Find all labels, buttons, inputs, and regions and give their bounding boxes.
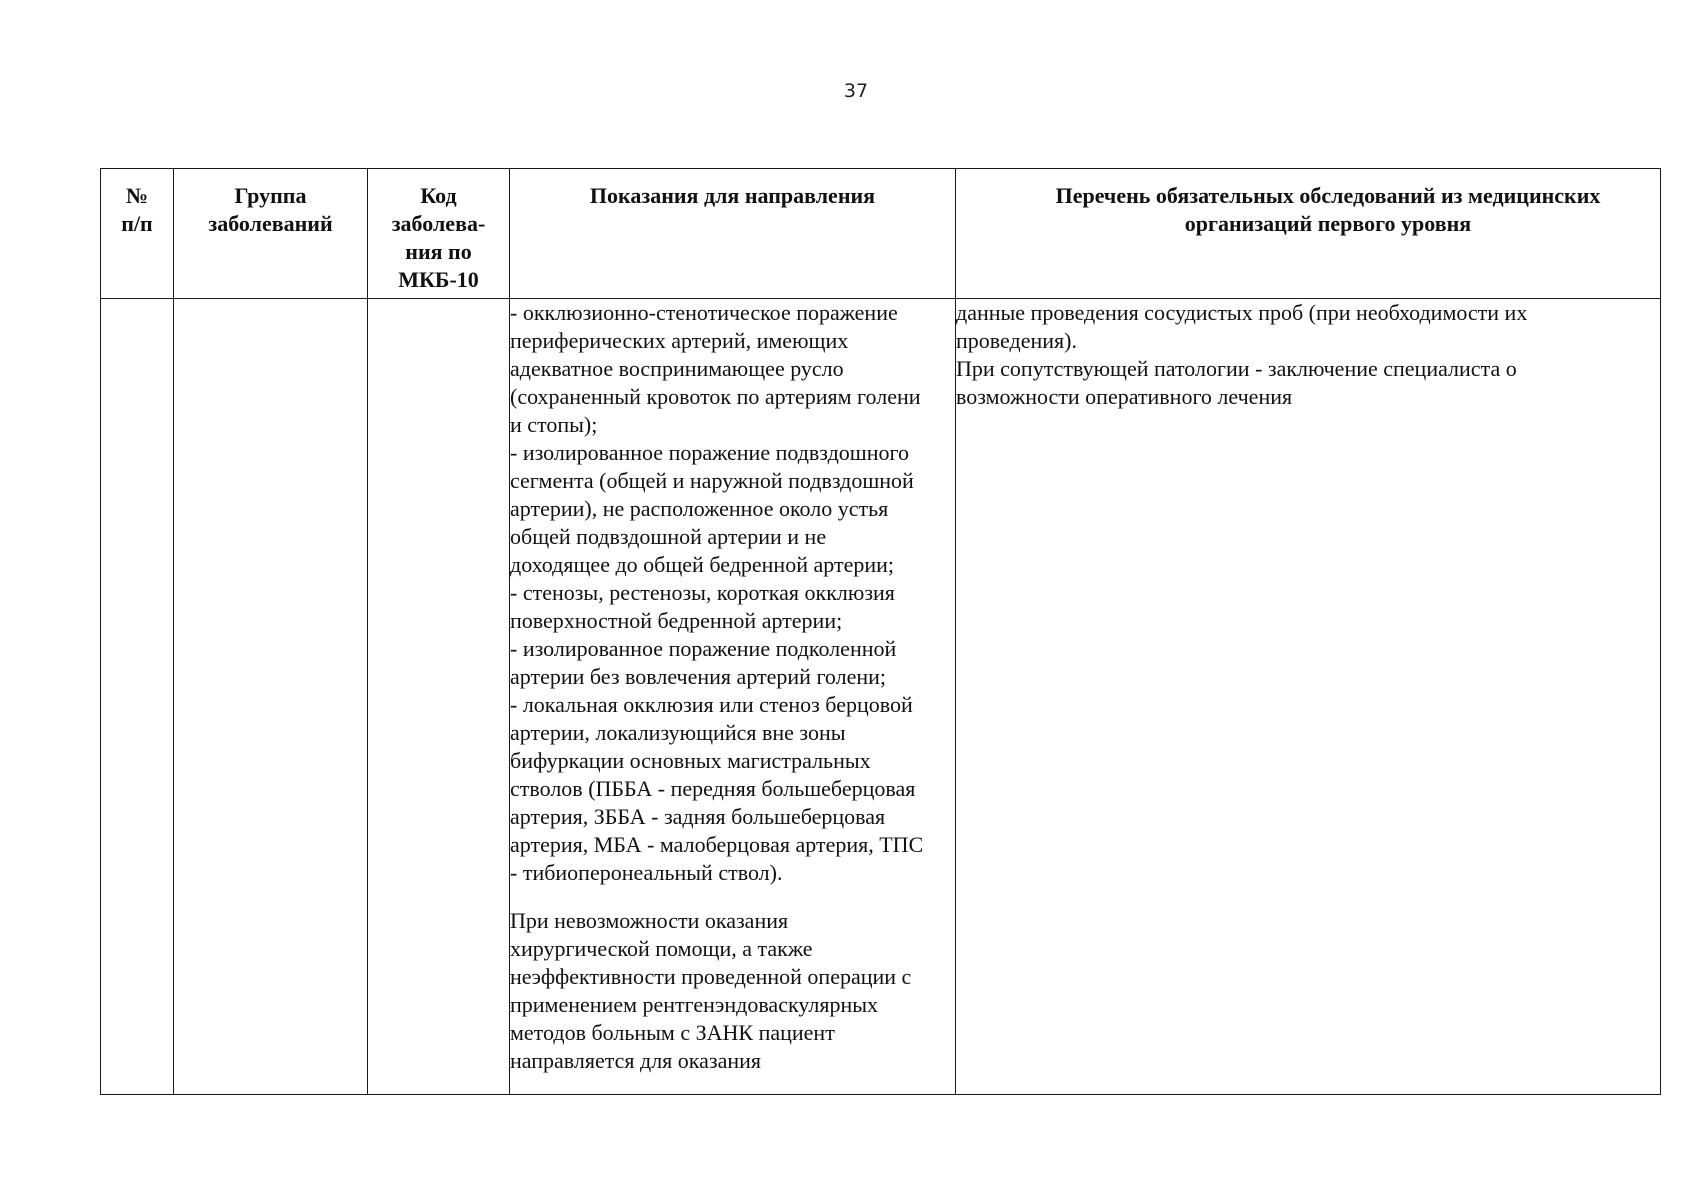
cell-required-examinations <box>956 299 1661 1095</box>
indications-line: бифуркации основных магистральных <box>510 748 871 773</box>
header-referral-indications-line: Показания для направления <box>589 183 876 208</box>
indications-line: артерии), не расположенное около устья <box>510 496 889 521</box>
header-icd10-code-line: МКБ-10 <box>398 267 479 292</box>
cell-number <box>101 299 174 1095</box>
indications-line: (сохраненный кровоток по артериям голени <box>510 384 921 409</box>
indications-line: адекватное воспринимающее русло <box>510 356 844 381</box>
indications-paragraph <box>510 299 955 887</box>
indications-line: артерия, МБА - малоберцовая артерия, ТПС <box>510 832 924 857</box>
header-required-examinations <box>956 169 1661 299</box>
examinations-line: При сопутствующей патологии - заключение специалиста о <box>956 356 1517 381</box>
indications-line: - тибиоперонеальный ствол). <box>510 860 783 885</box>
indications-paragraph-second <box>510 907 955 1075</box>
indications-line: артерии, локализующийся вне зоны <box>510 720 846 745</box>
header-number-line: № <box>125 183 149 208</box>
header-number-line: п/п <box>121 211 153 236</box>
indications-line: общей подвздошной артерии и не <box>510 524 827 549</box>
indications-line: - изолированное поражение подколенной <box>510 636 897 661</box>
header-icd10-code-line: заболева- <box>391 211 486 236</box>
indications-line: поверхностной бедренной артерии; <box>510 608 843 633</box>
header-icd10-code-line: ния по <box>405 239 472 264</box>
header-icd10-code-line: Код <box>420 183 457 208</box>
header-referral-indications <box>510 169 956 299</box>
header-required-examinations-line: Перечень обязательных обследований из медицинских <box>1055 183 1601 208</box>
header-required-examinations-line: организаций первого уровня <box>1184 211 1472 236</box>
header-number <box>101 169 174 299</box>
indications-line: При невозможности оказания <box>510 908 789 933</box>
cell-referral-indications <box>510 299 956 1095</box>
header-disease-group-line: Группа <box>234 183 307 208</box>
indications-line: - изолированное поражение подвздошного <box>510 440 909 465</box>
indications-line: - окклюзионно-стенотическое поражение <box>510 300 898 325</box>
table-row <box>101 299 1661 1095</box>
indications-line: и стопы); <box>510 412 598 437</box>
referral-table <box>100 168 1661 1095</box>
examinations-line: возможности оперативного лечения <box>956 384 1293 409</box>
indications-line: применением рентгенэндоваскулярных <box>510 992 879 1017</box>
indications-line: неэффективности проведенной операции с <box>510 964 912 989</box>
header-disease-group-line: заболеваний <box>208 211 333 236</box>
indications-line: артерии без вовлечения артерий голени; <box>510 664 887 689</box>
table-header-row <box>101 169 1661 299</box>
indications-line: - стенозы, рестенозы, короткая окклюзия <box>510 580 895 605</box>
header-icd10-code <box>368 169 510 299</box>
examinations-line: проведения). <box>956 328 1077 353</box>
examinations-line: данные проведения сосудистых проб (при необходимости их <box>956 300 1528 325</box>
indications-line: хирургической помощи, а также <box>510 936 813 961</box>
page-number: 37 <box>843 80 869 102</box>
indications-line: сегмента (общей и наружной подвздошной <box>510 468 914 493</box>
indications-line: - локальная окклюзия или стеноз берцовой <box>510 692 913 717</box>
indications-line: стволов (ПББА - передняя большеберцовая <box>510 776 916 801</box>
indications-line: направляется для оказания <box>510 1048 762 1073</box>
header-disease-group <box>174 169 368 299</box>
cell-disease-group <box>174 299 368 1095</box>
indications-line: доходящее до общей бедренной артерии; <box>510 552 894 577</box>
indications-line: периферических артерий, имеющих <box>510 328 849 353</box>
indications-line: методов больным с ЗАНК пациент <box>510 1020 835 1045</box>
indications-line: артерия, ЗББА - задняя большеберцовая <box>510 804 886 829</box>
cell-icd10-code <box>368 299 510 1095</box>
